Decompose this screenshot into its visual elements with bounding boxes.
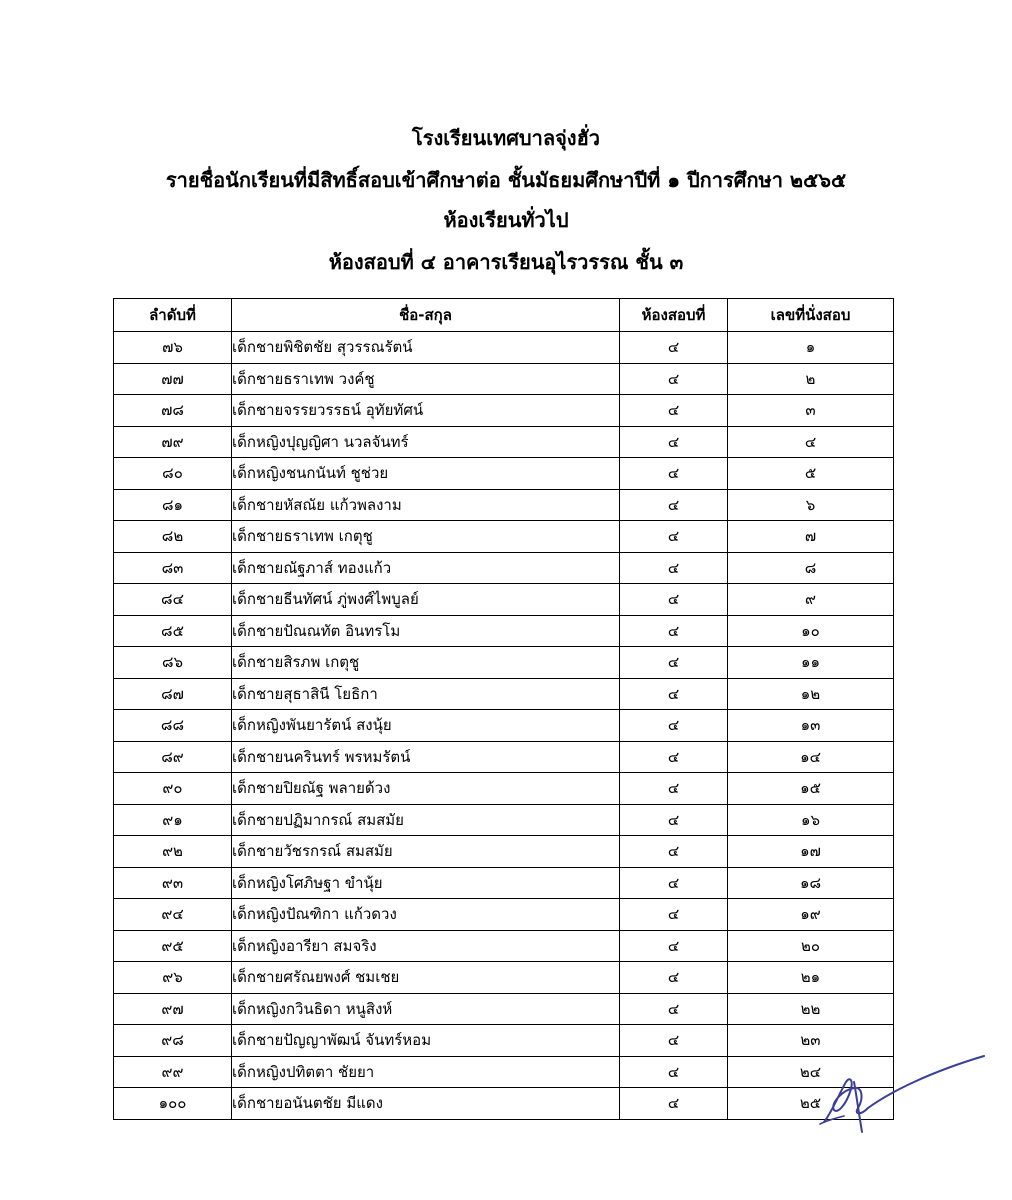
table-header-row bbox=[114, 299, 894, 332]
order-cell: ๘๖ bbox=[114, 647, 232, 679]
room-cell: ๔ bbox=[620, 1025, 728, 1057]
room-cell: ๔ bbox=[620, 1088, 728, 1120]
room-cell: ๔ bbox=[620, 962, 728, 994]
table-row bbox=[114, 710, 894, 742]
seat-cell: ๑๐ bbox=[728, 615, 894, 647]
seat-cell: ๑ bbox=[728, 332, 894, 364]
document-title: รายชื่อนักเรียนที่มีสิทธิ์สอบเข้าศึกษาต่อ ชั้นมัธยมศึกษาปีที่ ๑ ปีการศึกษา ๒๕๖๕ bbox=[165, 168, 847, 192]
table-row bbox=[114, 993, 894, 1025]
table-row bbox=[114, 962, 894, 994]
room-cell: ๔ bbox=[620, 678, 728, 710]
room-cell: ๔ bbox=[620, 426, 728, 458]
order-cell: ๘๒ bbox=[114, 521, 232, 553]
seat-cell: ๑๖ bbox=[728, 804, 894, 836]
table-row bbox=[114, 1088, 894, 1120]
name-cell: เด็กชายอนันตชัย มีแดง bbox=[232, 1088, 620, 1120]
name-cell: เด็กชายธราเทพ เกตุชู bbox=[232, 521, 620, 553]
table-row bbox=[114, 930, 894, 962]
name-cell: เด็กชายศรัณยพงศ์ ชมเชย bbox=[232, 962, 620, 994]
order-cell: ๙๗ bbox=[114, 993, 232, 1025]
table-row bbox=[114, 584, 894, 616]
name-cell: เด็กหญิงปัณฑิกา แก้วดวง bbox=[232, 899, 620, 931]
seat-cell: ๑๕ bbox=[728, 773, 894, 805]
column-header-seat: เลขที่นั่งสอบ bbox=[728, 299, 894, 332]
room-cell: ๔ bbox=[620, 647, 728, 679]
seat-cell: ๒๔ bbox=[728, 1056, 894, 1088]
room-cell: ๔ bbox=[620, 584, 728, 616]
order-cell: ๘๓ bbox=[114, 552, 232, 584]
table-row bbox=[114, 363, 894, 395]
order-cell: ๙๙ bbox=[114, 1056, 232, 1088]
seat-cell: ๑๙ bbox=[728, 899, 894, 931]
seat-cell: ๑๑ bbox=[728, 647, 894, 679]
seat-cell: ๙ bbox=[728, 584, 894, 616]
order-cell: ๙๖ bbox=[114, 962, 232, 994]
seat-cell: ๕ bbox=[728, 458, 894, 490]
school-name: โรงเรียนเทศบาลจุ่งฮั่ว bbox=[411, 126, 601, 150]
name-cell: เด็กชายหัสณัย แก้วพลงาม bbox=[232, 489, 620, 521]
name-cell: เด็กชายธราเทพ วงค์ชู bbox=[232, 363, 620, 395]
seat-cell: ๔ bbox=[728, 426, 894, 458]
name-cell: เด็กชายธีนทัศน์ ภู่พงศ์ไพบูลย์ bbox=[232, 584, 620, 616]
seat-cell: ๑๗ bbox=[728, 836, 894, 868]
table-row bbox=[114, 836, 894, 868]
seat-cell: ๒๒ bbox=[728, 993, 894, 1025]
room-cell: ๔ bbox=[620, 363, 728, 395]
column-header-name: ชื่อ-สกุล bbox=[232, 299, 620, 332]
seat-cell: ๑๒ bbox=[728, 678, 894, 710]
room-cell: ๔ bbox=[620, 993, 728, 1025]
seat-cell: ๒๐ bbox=[728, 930, 894, 962]
order-cell: ๙๘ bbox=[114, 1025, 232, 1057]
seat-cell: ๓ bbox=[728, 395, 894, 427]
room-cell: ๔ bbox=[620, 332, 728, 364]
order-cell: ๘๑ bbox=[114, 489, 232, 521]
order-cell: ๘๐ bbox=[114, 458, 232, 490]
seat-cell: ๒ bbox=[728, 363, 894, 395]
seat-cell: ๑๓ bbox=[728, 710, 894, 742]
room-cell: ๔ bbox=[620, 710, 728, 742]
name-cell: เด็กชายนครินทร์ พรหมรัตน์ bbox=[232, 741, 620, 773]
order-cell: ๘๙ bbox=[114, 741, 232, 773]
order-cell: ๗๖ bbox=[114, 332, 232, 364]
table-row bbox=[114, 804, 894, 836]
order-cell: ๘๕ bbox=[114, 615, 232, 647]
table-row bbox=[114, 489, 894, 521]
order-cell: ๙๔ bbox=[114, 899, 232, 931]
column-header-order: ลำดับที่ bbox=[114, 299, 232, 332]
room-cell: ๔ bbox=[620, 804, 728, 836]
room-cell: ๔ bbox=[620, 489, 728, 521]
room-cell: ๔ bbox=[620, 741, 728, 773]
name-cell: เด็กชายณัฐภาส์ ทองแก้ว bbox=[232, 552, 620, 584]
seat-cell: ๒๑ bbox=[728, 962, 894, 994]
room-cell: ๔ bbox=[620, 615, 728, 647]
name-cell: เด็กชายสุธาสินี โยธิกา bbox=[232, 678, 620, 710]
name-cell: เด็กหญิงปุญญิศา นวลจันทร์ bbox=[232, 426, 620, 458]
name-cell: เด็กหญิงโศภิษฐา ขำนุ้ย bbox=[232, 867, 620, 899]
room-cell: ๔ bbox=[620, 1056, 728, 1088]
table-row bbox=[114, 332, 894, 364]
seat-cell: ๑๘ bbox=[728, 867, 894, 899]
name-cell: เด็กชายปัณณทัต อินทรโม bbox=[232, 615, 620, 647]
order-cell: ๑๐๐ bbox=[114, 1088, 232, 1120]
table-row bbox=[114, 647, 894, 679]
seat-cell: ๖ bbox=[728, 489, 894, 521]
table-row bbox=[114, 899, 894, 931]
name-cell: เด็กชายปฏิมากรณ์ สมสมัย bbox=[232, 804, 620, 836]
name-cell: เด็กหญิงอารียา สมจริง bbox=[232, 930, 620, 962]
order-cell: ๘๔ bbox=[114, 584, 232, 616]
seat-cell: ๘ bbox=[728, 552, 894, 584]
table-row bbox=[114, 773, 894, 805]
name-cell: เด็กหญิงกวินธิดา หนูสิงห์ bbox=[232, 993, 620, 1025]
table-row bbox=[114, 521, 894, 553]
table-row bbox=[114, 426, 894, 458]
table-row bbox=[114, 552, 894, 584]
exam-room-heading: ห้องสอบที่ ๔ อาคารเรียนอุไรวรรณ ชั้น ๓ bbox=[328, 250, 684, 274]
seat-cell: ๒๕ bbox=[728, 1088, 894, 1120]
name-cell: เด็กชายวัชรกรณ์ สมสมัย bbox=[232, 836, 620, 868]
column-header-room: ห้องสอบที่ bbox=[620, 299, 728, 332]
table-row bbox=[114, 678, 894, 710]
order-cell: ๗๗ bbox=[114, 363, 232, 395]
order-cell: ๙๐ bbox=[114, 773, 232, 805]
name-cell: เด็กชายพิชิตชัย สุวรรณรัตน์ bbox=[232, 332, 620, 364]
room-cell: ๔ bbox=[620, 458, 728, 490]
order-cell: ๙๑ bbox=[114, 804, 232, 836]
seat-cell: ๒๓ bbox=[728, 1025, 894, 1057]
name-cell: เด็กชายจรรยวรรธน์ อุทัยทัศน์ bbox=[232, 395, 620, 427]
class-type: ห้องเรียนทั่วไป bbox=[443, 208, 569, 232]
room-cell: ๔ bbox=[620, 899, 728, 931]
order-cell: ๗๘ bbox=[114, 395, 232, 427]
room-cell: ๔ bbox=[620, 395, 728, 427]
name-cell: เด็กชายปัญญาพัฒน์ จันทร์หอม bbox=[232, 1025, 620, 1057]
table-row bbox=[114, 867, 894, 899]
name-cell: เด็กหญิงชนกนันท์ ชูช่วย bbox=[232, 458, 620, 490]
student-roster-table bbox=[113, 298, 894, 1120]
room-cell: ๔ bbox=[620, 867, 728, 899]
name-cell: เด็กหญิงพันยารัตน์ สงนุ้ย bbox=[232, 710, 620, 742]
name-cell: เด็กชายสิรภพ เกตุชู bbox=[232, 647, 620, 679]
room-cell: ๔ bbox=[620, 930, 728, 962]
order-cell: ๗๙ bbox=[114, 426, 232, 458]
table-row bbox=[114, 395, 894, 427]
room-cell: ๔ bbox=[620, 836, 728, 868]
order-cell: ๘๗ bbox=[114, 678, 232, 710]
seat-cell: ๑๔ bbox=[728, 741, 894, 773]
table-row bbox=[114, 1025, 894, 1057]
order-cell: ๘๘ bbox=[114, 710, 232, 742]
name-cell: เด็กหญิงปทิตตา ชัยยา bbox=[232, 1056, 620, 1088]
order-cell: ๙๓ bbox=[114, 867, 232, 899]
table-row bbox=[114, 458, 894, 490]
room-cell: ๔ bbox=[620, 773, 728, 805]
order-cell: ๙๒ bbox=[114, 836, 232, 868]
room-cell: ๔ bbox=[620, 552, 728, 584]
table-row bbox=[114, 615, 894, 647]
table-row bbox=[114, 741, 894, 773]
order-cell: ๙๕ bbox=[114, 930, 232, 962]
name-cell: เด็กชายปิยณัฐ พลายด้วง bbox=[232, 773, 620, 805]
table-row bbox=[114, 1056, 894, 1088]
seat-cell: ๗ bbox=[728, 521, 894, 553]
room-cell: ๔ bbox=[620, 521, 728, 553]
